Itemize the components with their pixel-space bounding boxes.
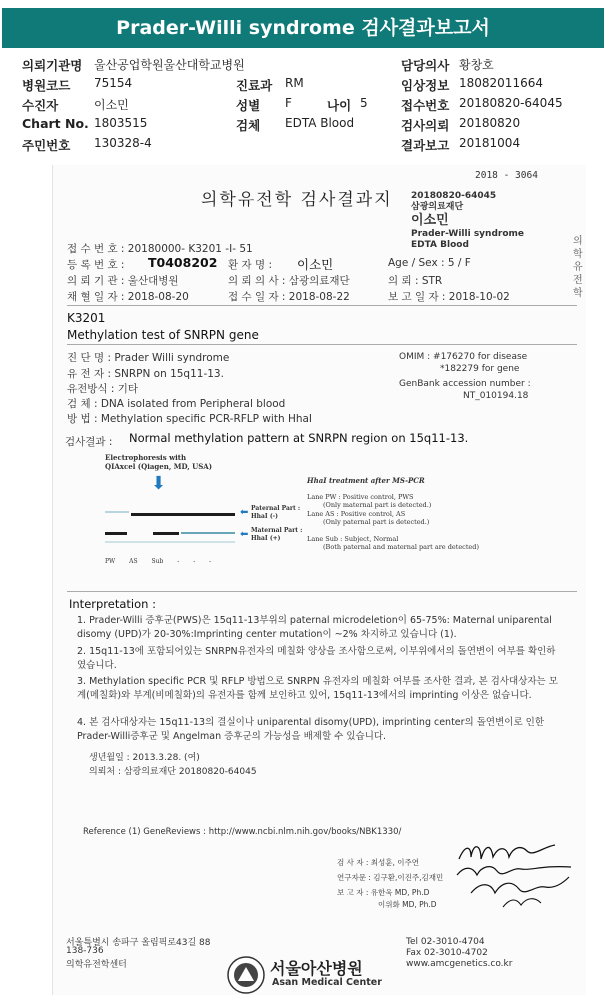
interpretation-item: 4. 본 검사대상자는 15q11-13의 결실이나 uniparental disomy(UPD), imprinting center의 돌연변이로 인한 Prader-Willi증후군 및 Angelman 증후군의 가능성을 배제할 수 있습니다. [77, 717, 545, 742]
value-age: 5 [360, 96, 368, 110]
age-sex: Age / Sex : 5 / F [388, 257, 471, 269]
figure-caption-line: QIAxcel (Qiagen, MD, USA) [105, 462, 213, 471]
footer [0, 925, 606, 1000]
figure-caption-line: Electrophoresis with [105, 453, 187, 462]
summary-block [0, 52, 606, 157]
label-specimen: 검체 [236, 118, 261, 133]
legend-line: (Both paternal and maternal part are detected) [323, 543, 479, 551]
gel-band-maternal-sub [153, 532, 179, 535]
lane-label: - [209, 558, 212, 565]
side-label: 의학유전학 [573, 236, 583, 299]
requesting-doctor: 의 뢰 의 사 : 삼광의료재단 [228, 275, 350, 287]
paternal-label-line: HhaI (-) [251, 513, 278, 520]
reception-number: 접 수 번 호 : 20180000- K3201 -I- 51 [67, 243, 253, 255]
hospital-name-en: Asan Medical Center [272, 977, 382, 988]
figure-caption [105, 453, 212, 471]
lane-label: PW [105, 558, 116, 565]
lane-label: - [177, 558, 180, 565]
label-chart-no: Chart No. [22, 116, 89, 131]
arrow-left-icon: ⬅ [240, 529, 249, 540]
label-hospital-code: 병원코드 [22, 78, 71, 93]
stamp-id: 20180820-64045 [411, 191, 497, 201]
patient-name: 이소민 [297, 257, 334, 272]
value-institution: 울산공업학원울산대학교병원 [94, 58, 245, 72]
reported-date: 보 고 일 자 : 2018-10-02 [388, 291, 510, 303]
divider [67, 344, 577, 345]
test-code: K3201 [67, 311, 106, 325]
asan-foundation-logo-icon [226, 955, 266, 995]
label-request-date: 검사의뢰 [401, 118, 450, 133]
legend-line: Lane PW : Positive control, PWS [307, 492, 414, 501]
legend-line: Lane Sub : Subject, Normal [307, 534, 399, 543]
gene: 유 전 자 : SNRPN on 15q11-13. [67, 368, 224, 380]
omim-gene: *182279 for gene [440, 364, 520, 374]
value-request-date: 20180820 [459, 116, 521, 130]
gel-band-faint [105, 511, 129, 513]
value-doctor: 황창호 [459, 58, 494, 72]
legend-line: (Only paternal part is detected.) [323, 518, 430, 526]
value-resident-no: 130328-4 [94, 136, 152, 150]
sample-stamp [411, 191, 524, 251]
stamp-test: Prader-Willi syndrome [411, 229, 525, 239]
requesting-ward: 의 뢰 : STR [388, 275, 443, 287]
birth-date: 생년월일 : 2013.3.28. (여) [89, 753, 200, 763]
value-department: RM [285, 76, 304, 90]
label-patient: 수진자 [22, 98, 59, 113]
stamp-org: 삼광의료재단 [411, 202, 464, 212]
label-accession-no: 접수번호 [401, 98, 450, 113]
address-line: 의학유전학센터 [66, 960, 127, 970]
maternal-label-line: HhaI (+) [251, 535, 281, 542]
lane-label: - [193, 558, 196, 565]
lane-labels [105, 558, 211, 565]
handwritten-signature [451, 837, 577, 917]
patient-label: 환 자 명 : [228, 259, 272, 271]
value-report-date: 20181004 [459, 136, 521, 150]
gel-image [103, 499, 238, 551]
omim-disease: OMIM : #176270 for disease [399, 352, 528, 362]
interpretation-item: 3. Methylation specific PCR 및 RFLP 방법으로 SNRPN 유전자의 메칠화 여부를 조사한 결과, 본 검사대상자는 모계(메칠화)와 부계(비메칠화)의 유전자를 함께 보인하고 있어, 15q11-13에서의 imprinting 이상은 없습니다. [77, 676, 558, 701]
test-name: Methylation test of SNRPN gene [67, 328, 259, 342]
reference: Reference (1) GeneReviews : http://www.ncbi.nlm.nih.gov/books/NBK1330/ [83, 827, 402, 837]
interpretation-item: 2. 15q11-13에 포함되어있는 SNRPN유전자의 메칠화 양상을 조사함으로써, 이부위에서의 돌연변이 여부를 확인하였습니다. [77, 646, 556, 671]
paternal-label-line: Paternal Part : [251, 505, 301, 512]
stamp-specimen: EDTA Blood [411, 240, 469, 250]
value-clinical-info: 18082011664 [459, 76, 543, 90]
label-institution: 의뢰기관명 [22, 58, 83, 73]
genbank-value: NT_010194.18 [463, 391, 529, 401]
value-accession-no: 20180820-64045 [459, 96, 563, 110]
value-specimen: EDTA Blood [285, 116, 355, 130]
collection-date: 채 혈 일 자 : 2018-08-20 [67, 291, 189, 303]
arrow-left-icon: ⬅ [240, 507, 249, 518]
result-value: Normal methylation pattern at SNRPN region on 15q11-13. [129, 431, 469, 445]
hospital-name-ko: 서울아산병원 [270, 959, 363, 978]
requesting-institution: 의 뢰 기 관 : 울산대병원 [67, 275, 179, 287]
value-chart-no: 1803515 [94, 116, 148, 130]
genbank-label: GenBank accession number : [399, 379, 531, 389]
registration-number: T0408202 [148, 255, 218, 270]
specimen-detail: 검 체 : DNA isolated from Peripheral blood [67, 398, 286, 410]
scanned-report [52, 165, 586, 995]
paternal-label [251, 505, 300, 521]
interpretation-item: 1. Prader-Willi 증후군(PWS)은 15q11-13부위의 paternal microdeletion이 65-75%: Maternal uniparental disomy (UPD)가 20-30%:Imprinting center mutation이 ~2% 차지하고 있습니다 (1). [77, 615, 552, 640]
label-doctor: 담당의사 [401, 58, 450, 73]
signer-block [337, 857, 443, 911]
report-heading: 의학유전학 검사결과지 [201, 190, 393, 210]
website: www.amcgenetics.co.kr [406, 959, 513, 969]
stamp-name: 이소민 [411, 213, 449, 228]
legend-title: HhaI treatment after MS-PCR [307, 476, 425, 485]
label-sex: 성별 [236, 98, 261, 113]
arrow-down-icon: ⬇ [151, 473, 167, 494]
method: 방 법 : Methylation specific PCR-RFLP with HhaI [67, 413, 313, 425]
value-sex: F [285, 96, 292, 110]
maternal-label-line: Maternal Part : [251, 527, 303, 534]
tel: Tel 02-3010-4704 [406, 937, 485, 947]
address-line: 서울특별시 송파구 올림픽로43길 88 [66, 938, 211, 948]
signer-line: 연구자문 : 김구환,이진주,김재민 [337, 873, 444, 882]
divider [67, 305, 577, 306]
inheritance: 유전방식 : 기타 [67, 383, 139, 395]
label-report-date: 결과보고 [401, 138, 450, 153]
legend-line: (Only maternal part is detected.) [323, 501, 432, 509]
label-clinical-info: 임상정보 [401, 78, 450, 93]
signer-line: 보 고 자 : 유한욱 MD, Ph.D [337, 888, 430, 897]
label-resident-no: 주민번호 [22, 138, 71, 153]
gel-band-paternal [131, 513, 235, 516]
label-department: 진료과 [236, 78, 273, 93]
maternal-label [251, 527, 302, 543]
report-title: Prader-Willi syndrome 검사결과보고서 [2, 8, 604, 48]
fax: Fax 02-3010-4702 [406, 948, 488, 958]
signer-line: 이위화 MD, Ph.D [378, 900, 437, 909]
address-line: 138-736 [66, 946, 104, 956]
document-number: 2018 - 3064 [475, 170, 538, 181]
diagnosis: 진 단 명 : Prader Willi syndrome [67, 352, 230, 364]
received-date: 접 수 일 자 : 2018-08-22 [228, 291, 350, 303]
lane-label: AS [129, 558, 138, 565]
gel-band-maternal-pw [105, 532, 127, 535]
registration-label: 등 록 번 호 : [67, 259, 125, 271]
value-patient: 이소민 [94, 98, 129, 112]
signer-line: 검 사 자 : 최성훈, 이주연 [337, 858, 420, 867]
label-age: 나이 [327, 98, 352, 113]
value-hospital-code: 75154 [94, 76, 133, 90]
lane-label: Sub [151, 558, 164, 565]
divider [67, 591, 577, 592]
legend-line: Lane AS : Positive control, AS [307, 509, 406, 518]
gel-band-faint [181, 532, 235, 534]
figure-legend [307, 477, 479, 552]
gel-marker-band [105, 541, 235, 543]
interpretation-heading: Interpretation : [69, 597, 156, 611]
requester: 의뢰처 : 삼광의료재단 20180820-64045 [89, 767, 257, 777]
result-label: 검사결과 : [65, 436, 113, 448]
